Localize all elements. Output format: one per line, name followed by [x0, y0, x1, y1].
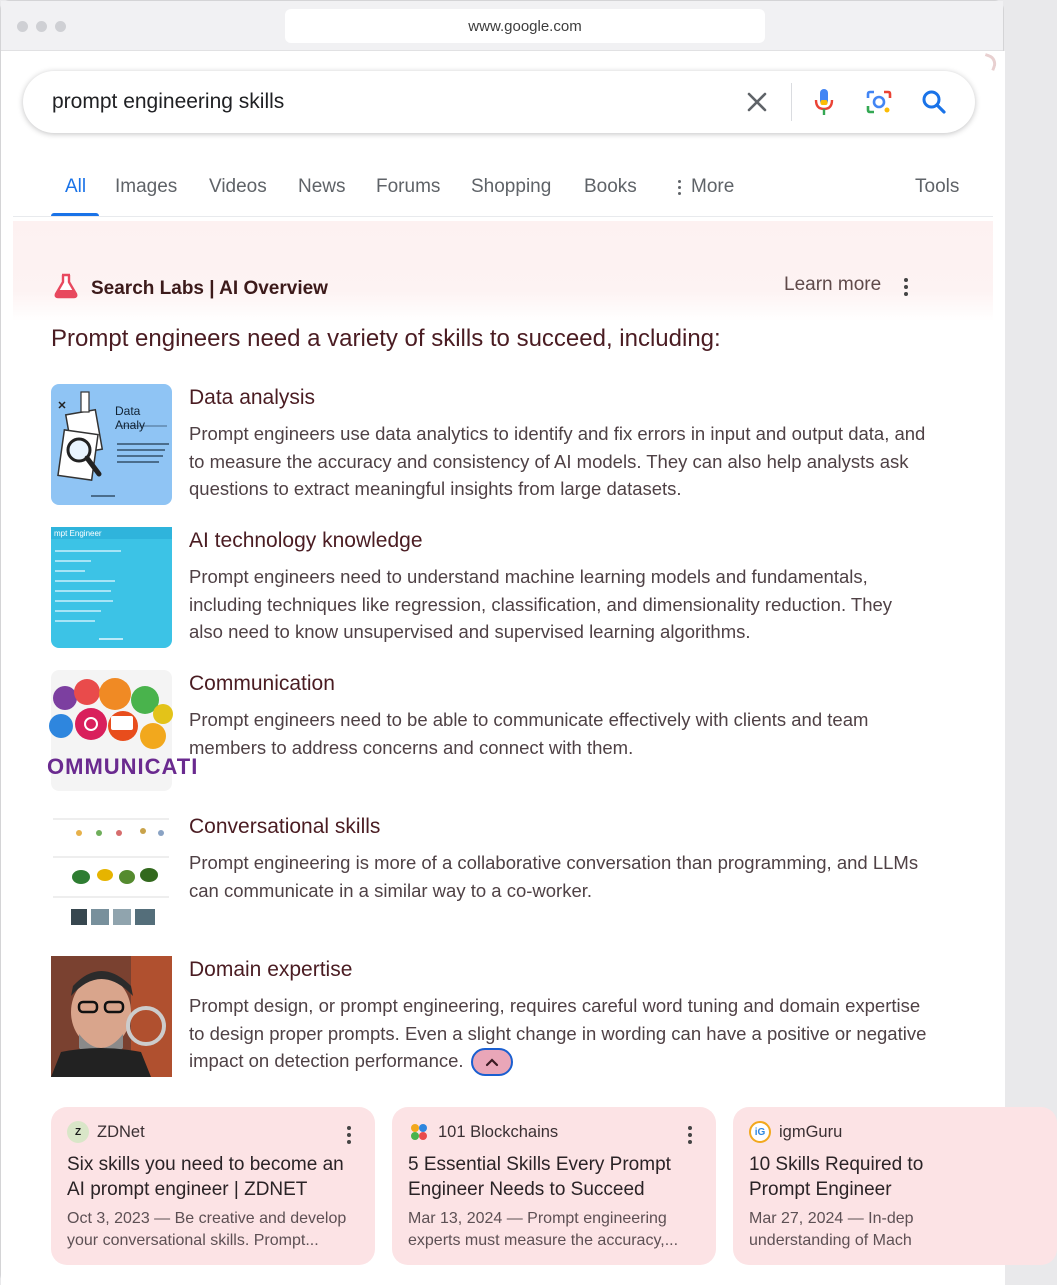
tools-button[interactable]: Tools — [915, 176, 960, 197]
ai-overview-title: Search Labs | AI Overview — [91, 277, 328, 299]
source-menu-icon[interactable] — [339, 1123, 359, 1147]
zdnet-favicon-icon: Z — [67, 1121, 89, 1143]
thumb-caption: Data Analy — [115, 404, 146, 432]
tab-books[interactable]: Books — [584, 176, 637, 197]
search-tabs — [13, 161, 993, 217]
conversational-thumbnail[interactable] — [51, 813, 172, 934]
lens-camera-icon[interactable] — [863, 86, 895, 118]
item-title: AI technology knowledge — [189, 529, 423, 552]
source-site — [408, 1121, 700, 1143]
source-snippet-line: experts must measure the accuracy,... — [408, 1232, 679, 1249]
source-title-line: AI prompt engineer | ZDNET — [67, 1179, 308, 1200]
more-dots-icon — [675, 178, 683, 196]
chevron-up-icon — [485, 1057, 499, 1067]
ai-overview-brand — [53, 273, 328, 304]
source-snippet-line: understanding of Mach — [749, 1232, 912, 1249]
address-bar[interactable] — [285, 9, 765, 43]
overview-headline: Prompt engineers need a variety of skills to succeed, including: — [51, 325, 721, 352]
data-analysis-thumbnail[interactable] — [51, 384, 172, 505]
source-card[interactable] — [51, 1107, 375, 1265]
source-snippet-line: Mar 27, 2024 — In-dep — [749, 1210, 914, 1227]
item-title: Conversational skills — [189, 815, 381, 838]
item-body: Prompt engineers need to understand machine learning models and fundamentals, including techniques like regression, classification, and dimensionality reduction. They also need to know unsupervised and supervised learning algorithms. — [189, 566, 893, 642]
source-snippet — [67, 1208, 359, 1252]
item-title: Communication — [189, 672, 335, 695]
source-title-line: 10 Skills Required to — [749, 1154, 924, 1175]
search-input[interactable]: prompt engineering skills — [52, 90, 285, 113]
page-content — [1, 51, 1005, 1285]
tab-more-label: More — [691, 176, 735, 197]
source-title-line: Six skills you need to become an — [67, 1154, 344, 1175]
tab-more[interactable] — [675, 176, 734, 198]
overview-item — [51, 527, 931, 652]
tab-all[interactable]: All — [65, 176, 87, 197]
url-text: www.google.com — [468, 17, 582, 35]
title-bar — [1, 1, 1003, 51]
item-body: Prompt engineers need to be able to communicate effectively with clients and team members to address concerns and connect with them. — [189, 709, 869, 758]
source-card[interactable] — [392, 1107, 716, 1265]
source-cards-row — [51, 1107, 924, 1267]
source-title[interactable] — [408, 1152, 700, 1202]
search-divider — [791, 83, 792, 121]
source-site — [749, 1121, 1041, 1143]
item-body-text: Prompt design, or prompt engineering, requires careful word tuning and domain expertise to design proper prompts. Even a slight change in wording can have a positive or negative impact on detection performance. — [189, 995, 927, 1071]
overview-item — [51, 384, 931, 509]
active-tab-indicator — [51, 213, 99, 216]
labs-flask-icon — [53, 273, 79, 304]
source-snippet-line: your conversational skills. Prompt... — [67, 1232, 319, 1249]
source-card[interactable] — [733, 1107, 1057, 1265]
minimize-window-dot[interactable] — [36, 21, 47, 32]
tab-shopping[interactable]: Shopping — [471, 176, 552, 197]
thumb-caption: mpt Engineer — [54, 529, 102, 538]
window-controls — [17, 21, 66, 32]
source-title[interactable] — [749, 1152, 1041, 1202]
microphone-icon[interactable] — [808, 86, 840, 118]
tab-forums[interactable]: Forums — [376, 176, 441, 197]
item-body — [189, 992, 929, 1076]
learn-more-link[interactable]: Learn more — [784, 274, 882, 295]
search-box[interactable] — [23, 71, 975, 133]
item-body: Prompt engineering is more of a collaborative conversation than programming, and LLMs can communicate in a similar way to a co-worker. — [189, 852, 919, 901]
blockchains-favicon-icon — [408, 1121, 430, 1143]
overview-item — [51, 956, 931, 1081]
close-window-dot[interactable] — [17, 21, 28, 32]
source-snippet — [408, 1208, 700, 1252]
source-title-line: Prompt Engineer — [749, 1179, 892, 1200]
collapse-button[interactable] — [471, 1048, 513, 1076]
item-title: Domain expertise — [189, 958, 353, 981]
ai-knowledge-thumbnail[interactable] — [51, 527, 172, 648]
source-title[interactable] — [67, 1152, 359, 1202]
source-title-line: Engineer Needs to Succeed — [408, 1179, 645, 1200]
source-site-name: 101 Blockchains — [438, 1122, 559, 1141]
corner-decoration — [981, 53, 999, 71]
source-site — [67, 1121, 359, 1143]
domain-expertise-video-thumbnail[interactable] — [51, 956, 172, 1077]
communication-thumbnail[interactable] — [47, 670, 199, 791]
tab-videos[interactable]: Videos — [209, 176, 267, 197]
igmguru-favicon-icon: iG — [749, 1121, 771, 1143]
source-snippet-line: Mar 13, 2024 — Prompt engineering — [408, 1210, 667, 1227]
item-body: Prompt engineers use data analytics to identify and fix errors in input and output data, and to measure the accuracy and consistency of AI models. They can also help analysts ask questions to extract meaningful insights from large datasets. — [189, 423, 926, 499]
source-snippet-line: Oct 3, 2023 — Be creative and develop — [67, 1210, 347, 1227]
source-site-name: ZDNet — [97, 1122, 145, 1141]
source-site-name: igmGuru — [779, 1122, 843, 1141]
thumb-caption: OMMUNICATI — [47, 754, 199, 779]
overview-item — [51, 813, 931, 938]
ai-overview-header-bg — [13, 221, 993, 321]
clear-icon[interactable] — [741, 86, 773, 118]
maximize-window-dot[interactable] — [55, 21, 66, 32]
overview-item — [47, 670, 931, 795]
source-title-line: 5 Essential Skills Every Prompt — [408, 1154, 671, 1175]
overview-menu-icon[interactable] — [896, 275, 916, 299]
source-menu-icon[interactable] — [680, 1123, 700, 1147]
item-title: Data analysis — [189, 386, 316, 409]
source-snippet — [749, 1208, 1041, 1252]
tab-images[interactable]: Images — [115, 176, 178, 197]
search-icon[interactable] — [918, 86, 950, 118]
tab-news[interactable]: News — [298, 176, 346, 197]
